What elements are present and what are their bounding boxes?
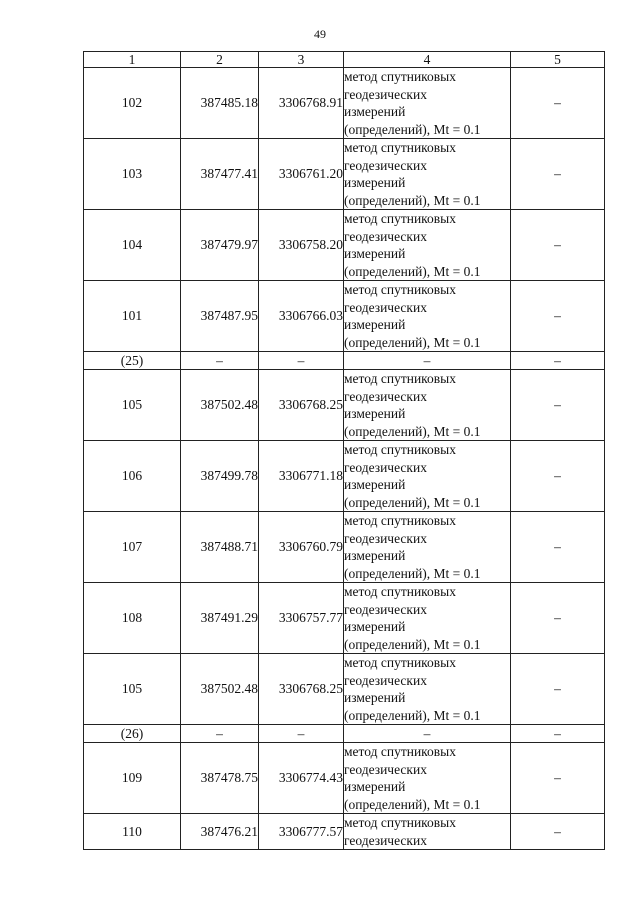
coordinate-y-cell: 3306768.91 [259,68,344,139]
point-number-cell: 105 [84,654,181,725]
coordinate-x-cell: 387477.41 [181,139,259,210]
coordinate-x-cell: 387499.78 [181,441,259,512]
note-cell: – [511,512,605,583]
page-number: 49 [314,27,326,41]
section-separator-row [84,352,605,370]
point-number-cell: 110 [84,814,181,850]
coordinate-y-cell: 3306766.03 [259,281,344,352]
coordinate-x-cell: 387487.95 [181,281,259,352]
note-cell: – [511,725,605,743]
coordinate-x-cell: 387478.75 [181,743,259,814]
coordinate-y-cell: 3306777.57 [259,814,344,850]
coordinates-table [83,51,605,850]
coordinate-x-cell: 387479.97 [181,210,259,281]
note-cell: – [511,370,605,441]
point-number-cell: 108 [84,583,181,654]
coordinate-y-cell: – [259,352,344,370]
method-cell: метод спутниковых геодезических [344,814,511,850]
table-row [84,654,605,725]
coordinate-y-cell: 3306757.77 [259,583,344,654]
method-cell: метод спутниковых геодезических измерений (определений), Mt = 0.1 [344,583,511,654]
table-row [84,512,605,583]
coordinate-x-cell: – [181,352,259,370]
column-header: 4 [344,52,511,68]
column-header: 1 [84,52,181,68]
method-cell: метод спутниковых геодезических измерений (определений), Mt = 0.1 [344,654,511,725]
point-number-cell: 101 [84,281,181,352]
table-row [84,814,605,850]
point-number-cell: 106 [84,441,181,512]
coordinate-x-cell: 387488.71 [181,512,259,583]
table-row [84,68,605,139]
coordinate-y-cell: 3306760.79 [259,512,344,583]
note-cell: – [511,583,605,654]
point-number-cell: 104 [84,210,181,281]
method-cell: метод спутниковых геодезических измерений (определений), Mt = 0.1 [344,210,511,281]
coordinate-x-cell: 387491.29 [181,583,259,654]
section-separator-row [84,725,605,743]
point-number-cell: (25) [84,352,181,370]
note-cell: – [511,210,605,281]
table-body [84,68,605,850]
coordinate-y-cell: 3306758.20 [259,210,344,281]
coordinate-y-cell: 3306771.18 [259,441,344,512]
coordinate-y-cell: 3306761.20 [259,139,344,210]
column-header: 2 [181,52,259,68]
coordinate-x-cell: 387502.48 [181,654,259,725]
method-cell: метод спутниковых геодезических измерений (определений), Mt = 0.1 [344,68,511,139]
table-row [84,370,605,441]
coordinate-y-cell: 3306768.25 [259,370,344,441]
column-header: 3 [259,52,344,68]
point-number-cell: 103 [84,139,181,210]
method-cell: метод спутниковых геодезических измерений (определений), Mt = 0.1 [344,743,511,814]
table-row [84,743,605,814]
column-header: 5 [511,52,605,68]
coordinate-y-cell: 3306768.25 [259,654,344,725]
point-number-cell: 105 [84,370,181,441]
note-cell: – [511,654,605,725]
table-row [84,441,605,512]
method-cell: метод спутниковых геодезических измерений (определений), Mt = 0.1 [344,370,511,441]
note-cell: – [511,68,605,139]
coordinate-x-cell: 387502.48 [181,370,259,441]
method-cell: метод спутниковых геодезических измерений (определений), Mt = 0.1 [344,139,511,210]
note-cell: – [511,352,605,370]
coordinate-x-cell: – [181,725,259,743]
note-cell: – [511,139,605,210]
table-row [84,583,605,654]
coordinate-x-cell: 387476.21 [181,814,259,850]
table-row [84,139,605,210]
point-number-cell: 109 [84,743,181,814]
point-number-cell: 107 [84,512,181,583]
method-cell: метод спутниковых геодезических измерений (определений), Mt = 0.1 [344,281,511,352]
point-number-cell: 102 [84,68,181,139]
method-cell: метод спутниковых геодезических измерений (определений), Mt = 0.1 [344,441,511,512]
coordinate-x-cell: 387485.18 [181,68,259,139]
point-number-cell: (26) [84,725,181,743]
coordinate-y-cell: – [259,725,344,743]
note-cell: – [511,281,605,352]
coordinate-y-cell: 3306774.43 [259,743,344,814]
note-cell: – [511,441,605,512]
table-row [84,210,605,281]
method-cell: – [344,725,511,743]
method-cell: – [344,352,511,370]
table-header-row [84,52,605,68]
note-cell: – [511,743,605,814]
table-row [84,281,605,352]
method-cell: метод спутниковых геодезических измерений (определений), Mt = 0.1 [344,512,511,583]
note-cell: – [511,814,605,850]
